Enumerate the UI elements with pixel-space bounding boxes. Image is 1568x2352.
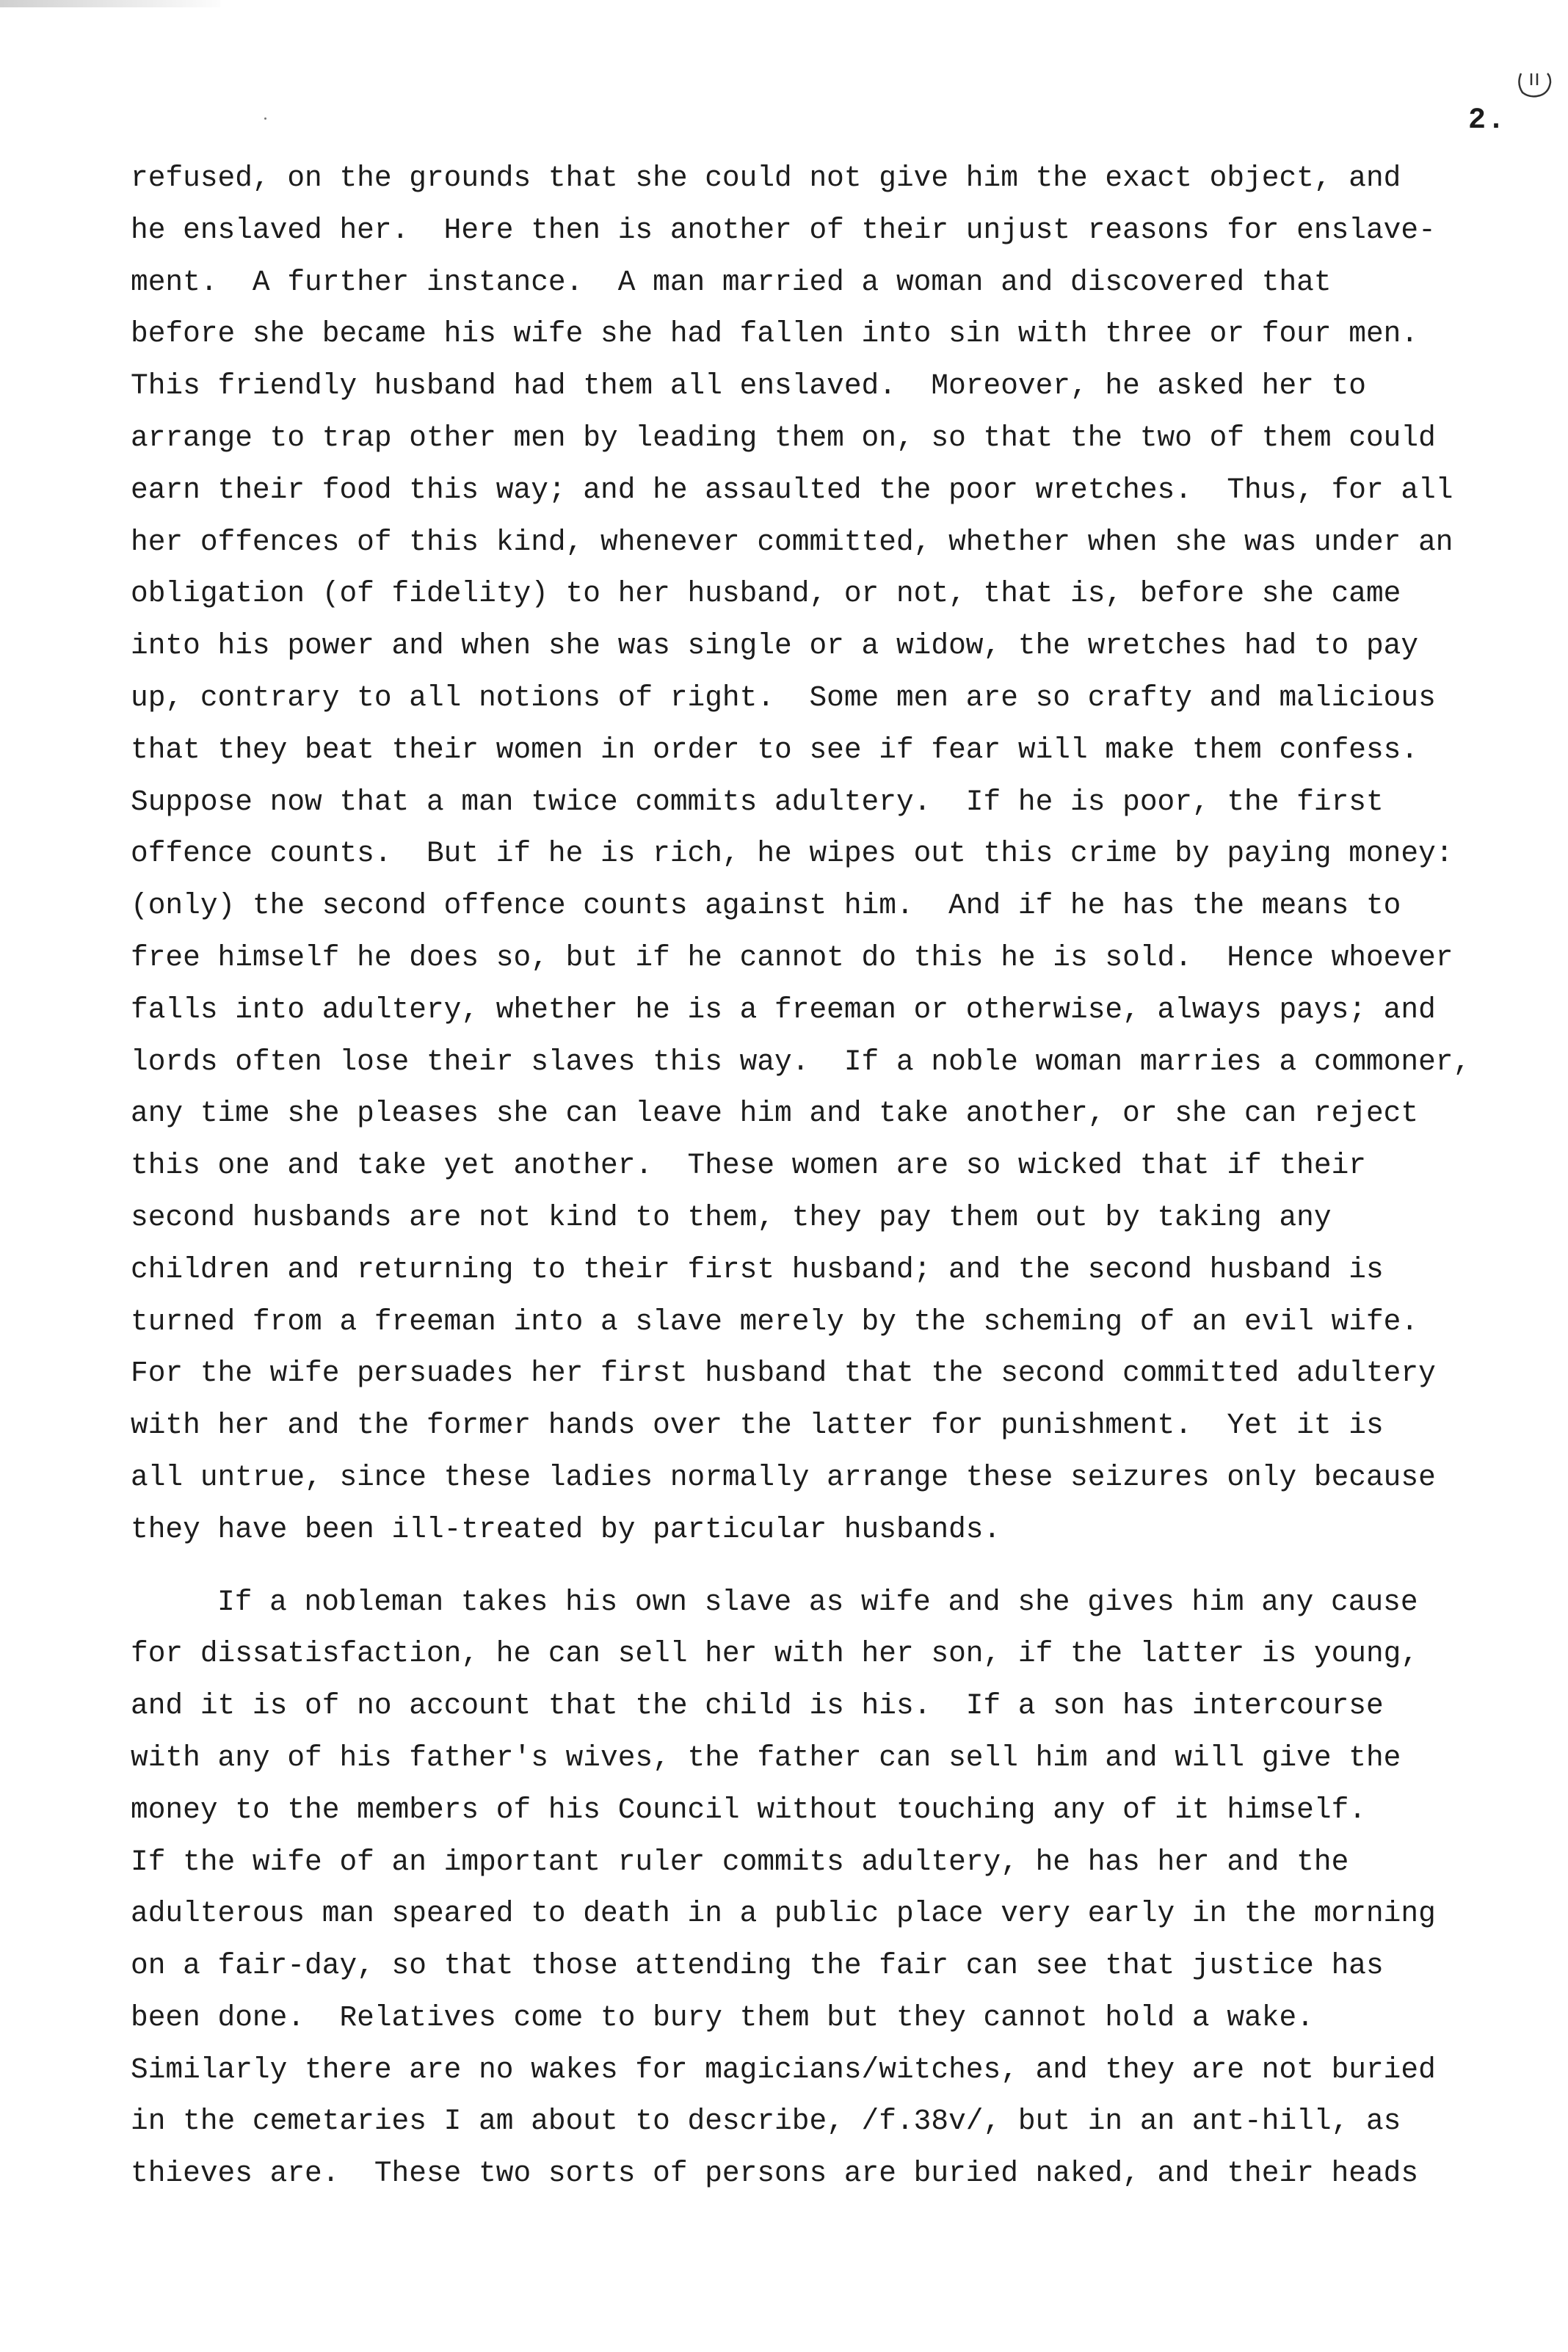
text-line: this one and take yet another. These women are so wicked that if their [131, 1149, 1366, 1183]
text-line: For the wife persuades her first husband that the second committed adultery [131, 1357, 1436, 1390]
text-line: money to the members of his Council without touching any of it himself. [131, 1793, 1366, 1826]
text-line: and it is of no account that the child is his. If a son has intercourse [131, 1689, 1384, 1723]
text-line: offence counts. But if he is rich, he wipes out this crime by paying money: [131, 837, 1453, 871]
text-line: with any of his father's wives, the father can sell him and will give the [131, 1741, 1401, 1774]
text-line: children and returning to their first husband; and the second husband is [131, 1252, 1384, 1286]
paragraph-1 [131, 153, 1540, 1556]
paragraph-2 [131, 1577, 1540, 2201]
text-line: on a fair-day, so that those attending the fair can see that justice has [131, 1949, 1384, 1983]
text-line: This friendly husband had them all enslaved. Moreover, he asked her to [131, 369, 1366, 403]
text-line: Similarly there are no wakes for magicians/witches, and they are not buried [131, 2052, 1436, 2086]
handwritten-corner-mark [1515, 68, 1555, 100]
text-line: up, contrary to all notions of right. Some men are so crafty and malicious [131, 680, 1436, 714]
text-line: earn their food this way; and he assaulted the poor wretches. Thus, for all [131, 473, 1453, 507]
text-line: falls into adultery, whether he is a freeman or otherwise, always pays; and [131, 992, 1436, 1026]
text-line: all untrue, since these ladies normally arrange these seizures only because [131, 1460, 1436, 1494]
body-text [131, 153, 1540, 2200]
text-line: her offences of this kind, whenever committed, whether when she was under an [131, 525, 1453, 559]
text-line: into his power and when she was single or a widow, the wretches had to pay [131, 629, 1419, 663]
text-line: before she became his wife she had fallen into sin with three or four men. [131, 317, 1419, 351]
text-line: for dissatisfaction, he can sell her with her son, if the latter is young, [131, 1637, 1419, 1671]
text-line: second husbands are not kind to them, they pay them out by taking any [131, 1200, 1332, 1234]
text-line: arrange to trap other men by leading them on, so that the two of them could [131, 421, 1436, 454]
text-line: he enslaved her. Here then is another of their unjust reasons for enslave- [131, 213, 1436, 247]
text-line: with her and the former hands over the latter for punishment. Yet it is [131, 1409, 1384, 1442]
text-line: turned from a freeman into a slave merely by the scheming of an evil wife. [131, 1304, 1419, 1338]
page-number: 2. [1468, 104, 1507, 137]
text-line: adulterous man speared to death in a public place very early in the morning [131, 1897, 1436, 1931]
text-line: free himself he does so, but if he cannot do this he is sold. Hence whoever [131, 940, 1453, 974]
scan-speck [264, 117, 266, 120]
scan-edge-smudge [0, 0, 220, 7]
text-line: ment. A further instance. A man married a woman and discovered that [131, 265, 1332, 299]
text-line: refused, on the grounds that she could not give him the exact object, and [131, 161, 1401, 195]
text-line: in the cemetaries I am about to describe, /f.38v/, but in an ant-hill, as [131, 2105, 1401, 2138]
text-line: obligation (of fidelity) to her husband, or not, that is, before she came [131, 577, 1401, 611]
text-line: (only) the second offence counts against him. And if he has the means to [131, 889, 1401, 923]
text-line: thieves are. These two sorts of persons are buried naked, and their heads [131, 2157, 1419, 2191]
text-line: Suppose now that a man twice commits adultery. If he is poor, the first [131, 785, 1384, 819]
text-line: that they beat their women in order to see if fear will make them confess. [131, 733, 1419, 766]
text-line: been done. Relatives come to bury them but they cannot hold a wake. [131, 2000, 1314, 2034]
text-line: they have been ill-treated by particular husbands. [131, 1512, 1001, 1546]
text-line: lords often lose their slaves this way. If a noble woman marries a commoner, [131, 1045, 1471, 1078]
text-line: If the wife of an important ruler commits adultery, he has her and the [131, 1845, 1349, 1879]
text-line: any time she pleases she can leave him and take another, or she can reject [131, 1097, 1419, 1130]
text-line: If a nobleman takes his own slave as wife and she gives him any cause [217, 1585, 1418, 1619]
